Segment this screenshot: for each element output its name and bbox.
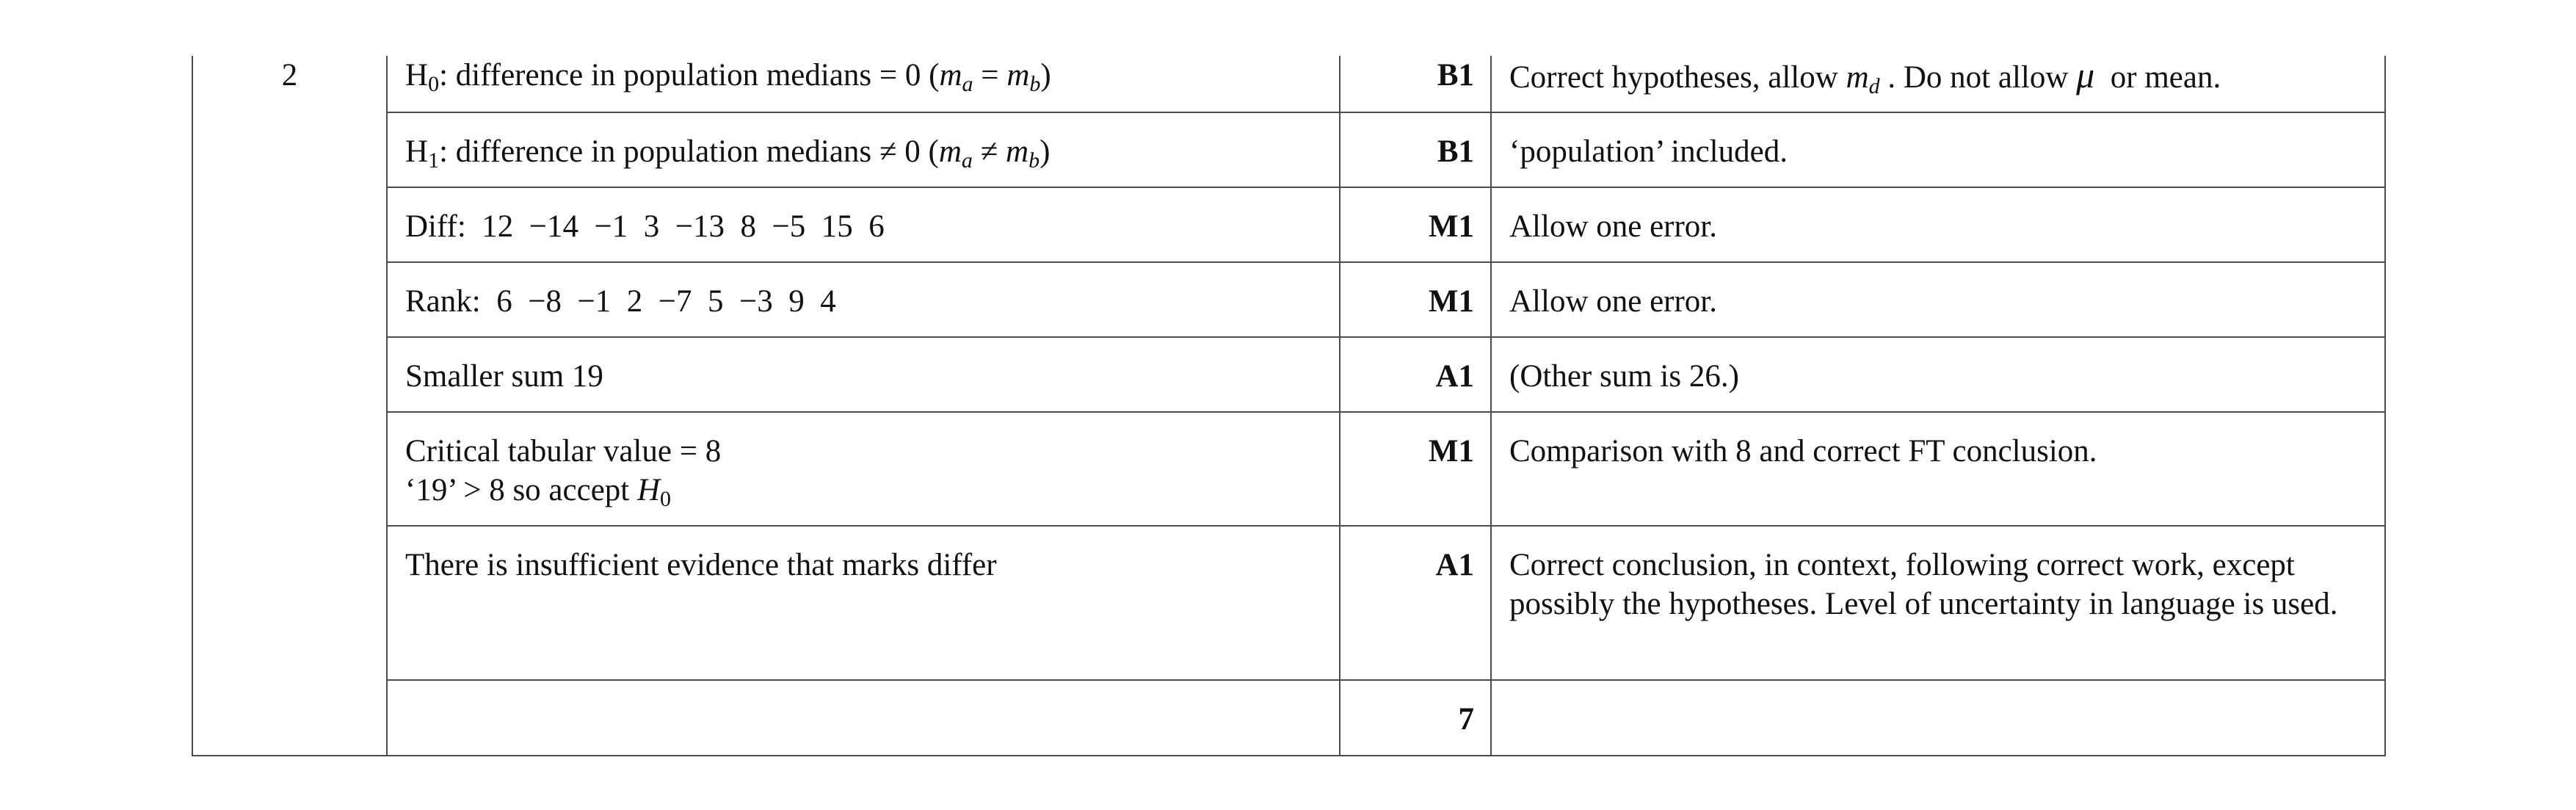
table-row (192, 56, 2385, 112)
table-row (192, 187, 2385, 262)
guidance-cell (1491, 680, 2385, 756)
answer-cell: Rank: 6 −8 −1 2 −7 5 −3 9 4 (387, 262, 1340, 337)
total-marks: 7 (1340, 680, 1491, 756)
guidance-cell: ‘population’ included. (1491, 112, 2385, 187)
answer-line: Critical tabular value = 8 (405, 433, 722, 469)
answer-line: ‘19’ > 8 so accept $H_0$ (405, 472, 672, 511)
table-row (192, 526, 2385, 680)
answer-cell: $H_1$: difference in population medians ≠ 0 $(m_a \ne m_b)$ (387, 112, 1340, 187)
mark-cell: B1 (1340, 56, 1491, 112)
guidance-cell: Comparison with 8 and correct FT conclusion. (1491, 412, 2385, 527)
mark-cell: M1 (1340, 187, 1491, 262)
mark-cell: M1 (1340, 262, 1491, 337)
mark-cell: A1 (1340, 337, 1491, 412)
guidance-cell: (Other sum is 26.) (1491, 337, 2385, 412)
table-row (192, 262, 2385, 337)
guidance-cell: Allow one error. (1491, 187, 2385, 262)
table-row (192, 680, 2385, 756)
table-row (192, 412, 2385, 527)
answer-cell: Diff: 12 −14 −1 3 −13 8 −5 15 6 (387, 187, 1340, 262)
answer-cell: Smaller sum 19 (387, 337, 1340, 412)
guidance-cell: Correct hypotheses, allow $m_d$ . Do not allow μ or mean. (1491, 56, 2385, 112)
guidance-cell: Allow one error. (1491, 262, 2385, 337)
table-row (192, 112, 2385, 187)
table-row (192, 337, 2385, 412)
answer-cell (387, 680, 1340, 756)
answer-cell: $H_0$: difference in population medians = 0 $(m_a = m_b)$ (387, 56, 1340, 112)
mark-cell: A1 (1340, 526, 1491, 680)
mark-scheme-table (192, 56, 2386, 756)
mark-cell: B1 (1340, 112, 1491, 187)
answer-cell: There is insufficient evidence that marks differ (387, 526, 1340, 680)
mark-cell: M1 (1340, 412, 1491, 527)
answer-cell (387, 412, 1340, 527)
guidance-cell: Correct conclusion, in context, following correct work, except possibly the hypotheses. Level of uncertainty in language is used. (1491, 526, 2385, 680)
question-number: 2 (192, 56, 387, 756)
